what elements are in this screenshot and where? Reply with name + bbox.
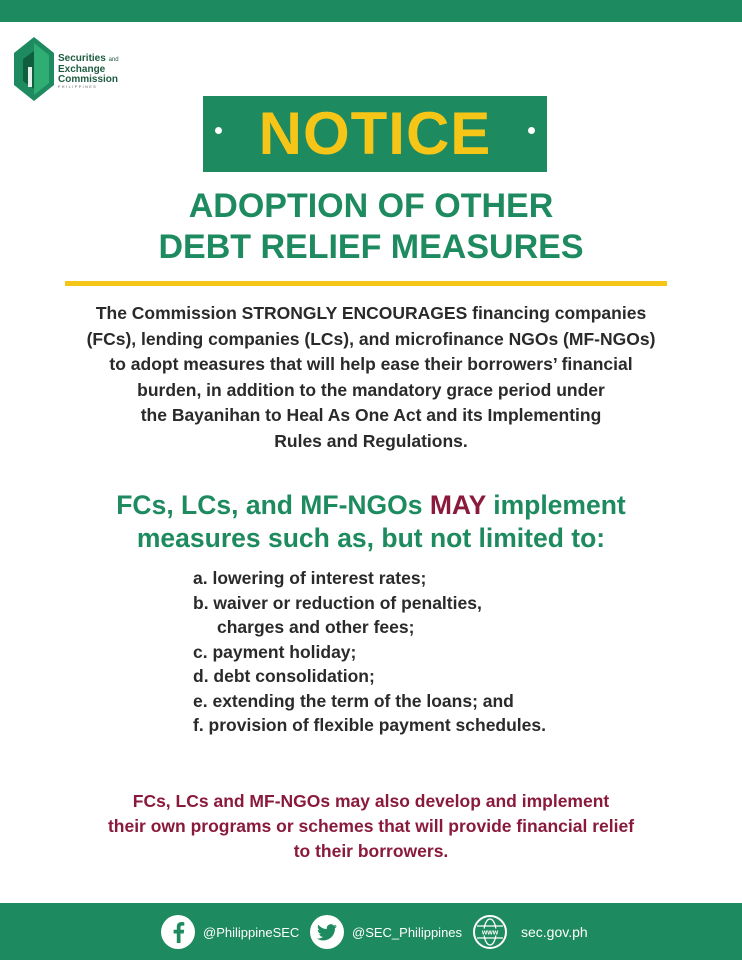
twitter-icon xyxy=(310,915,344,949)
list-item xyxy=(193,640,693,665)
list-item-text: c. payment holiday; xyxy=(193,641,357,662)
facebook-handle: @PhilippineSEC xyxy=(203,924,300,940)
headline xyxy=(0,186,742,268)
closing-paragraph xyxy=(0,789,742,864)
intro-line: The Commission STRONGLY ENCOURAGES financing companies xyxy=(95,303,647,323)
website-handle: sec.gov.ph xyxy=(521,924,588,940)
intro-line: the Bayanihan to Heal As One Act and its Implementing xyxy=(140,405,602,425)
globe-www-label: www xyxy=(481,929,499,937)
list-item-continuation: charges and other fees; xyxy=(217,617,415,637)
footer-bar xyxy=(0,903,742,960)
list-item xyxy=(193,664,693,689)
subhead-may-emphasis: MAY xyxy=(429,490,486,520)
closing-line: FCs, LCs and MF-NGOs may also develop and implement xyxy=(132,791,610,811)
list-item-text: d. debt consolidation; xyxy=(193,666,375,686)
notice-banner xyxy=(203,96,547,172)
website-link[interactable] xyxy=(473,915,588,949)
facebook-icon xyxy=(161,915,195,949)
logo-line2: Exchange xyxy=(58,64,106,75)
measures-list xyxy=(193,566,693,738)
measures-subhead xyxy=(0,489,742,555)
headline-line1: ADOPTION OF OTHER xyxy=(188,187,554,225)
list-item-text: a. lowering of interest rates; xyxy=(193,568,427,588)
list-item xyxy=(193,591,693,640)
top-bar xyxy=(0,0,742,22)
logo-line4: PHILIPPINES xyxy=(58,85,98,89)
subhead-line1-after: implement xyxy=(485,490,626,520)
intro-line: burden, in addition to the mandatory grace period under xyxy=(137,379,605,400)
closing-line: their own programs or schemes that will provide financial relief xyxy=(107,816,635,836)
headline-line2: DEBT RELIEF MEASURES xyxy=(158,228,584,266)
subhead-line2: measures such as, but not limited to: xyxy=(136,523,606,553)
notice-dot-right xyxy=(528,127,535,134)
twitter-link[interactable] xyxy=(310,915,462,949)
logo-line1-small: and xyxy=(108,57,119,63)
intro-paragraph xyxy=(30,301,712,454)
notice-dot-left xyxy=(215,127,222,134)
list-item-text: f. provision of flexible payment schedules. xyxy=(193,715,546,735)
list-item xyxy=(193,713,693,738)
list-item-text: b. waiver or reduction of penalties, xyxy=(193,592,482,613)
intro-line: (FCs), lending companies (LCs), and microfinance NGOs (MF-NGOs) xyxy=(86,328,656,349)
sec-logo-mark-icon xyxy=(14,37,54,101)
list-item xyxy=(193,566,693,591)
logo-line1: Securities xyxy=(58,53,106,64)
list-item-text: e. extending the term of the loans; and xyxy=(193,690,514,711)
subhead-line1-before: FCs, LCs, and MF-NGOs xyxy=(116,490,430,520)
twitter-handle: @SEC_Philippines xyxy=(352,924,463,940)
gold-divider xyxy=(65,281,667,286)
facebook-link[interactable] xyxy=(161,915,299,949)
intro-line: Rules and Regulations. xyxy=(274,430,468,451)
list-item xyxy=(193,689,693,714)
globe-www-icon xyxy=(473,915,507,949)
sec-logo xyxy=(14,37,134,103)
logo-line3: Commission xyxy=(58,74,119,85)
intro-line: to adopt measures that will help ease their borrowers’ financial xyxy=(109,354,633,374)
closing-line: to their borrowers. xyxy=(293,841,449,861)
notice-label: NOTICE xyxy=(258,100,492,167)
